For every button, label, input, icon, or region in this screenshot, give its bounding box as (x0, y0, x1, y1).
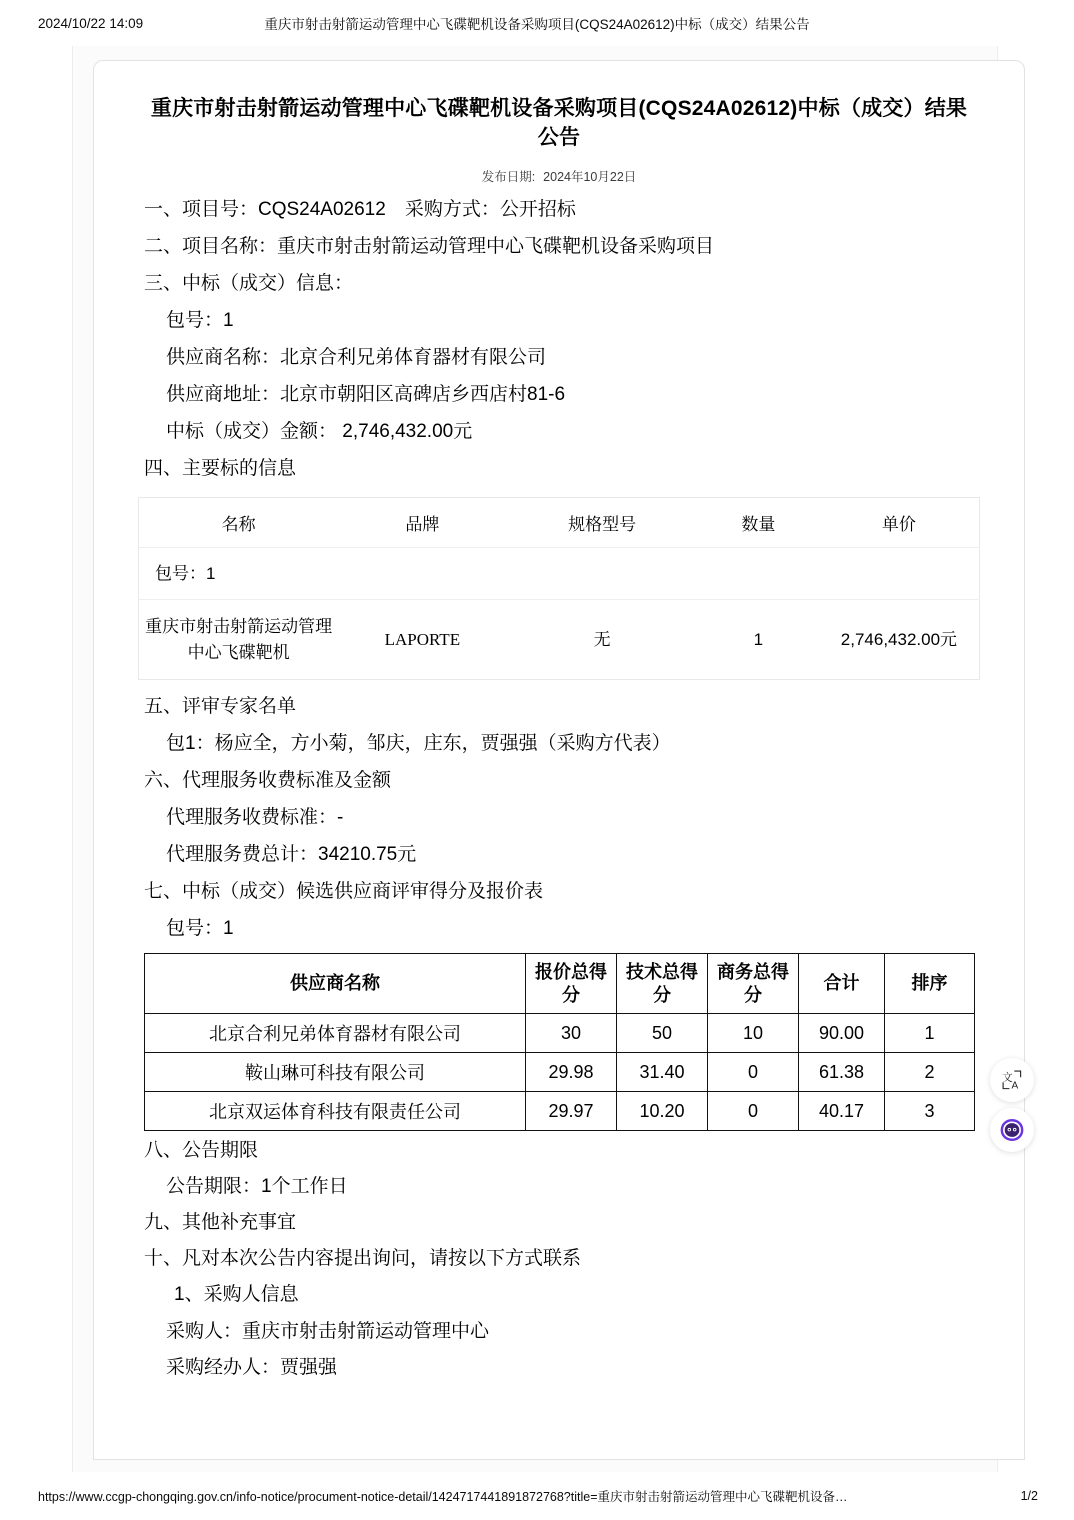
publish-date-label: 发布日期: (481, 169, 536, 184)
subject-table-package-row (139, 548, 980, 600)
floating-widget-stack (990, 1058, 1034, 1152)
score-cell-tech: 31.40 (617, 1053, 708, 1092)
subject-table-header-row (139, 498, 980, 548)
subject-header-quantity: 数量 (698, 498, 819, 548)
score-cell-supplier: 北京双运体育科技有限责任公司 (145, 1092, 526, 1131)
score-header-supplier: 供应商名称 (145, 954, 526, 1014)
purchaser-agent: 采购经办人：贾强强 (166, 1356, 338, 1378)
svg-text:A: A (1011, 1080, 1019, 1091)
section-notice-period: 八、公告期限 (144, 1140, 259, 1162)
publish-date-value: 2024年10月22日 (543, 169, 637, 184)
score-header-tech: 技术总得分 (617, 954, 708, 1014)
score-cell-rank: 2 (885, 1053, 975, 1092)
award-package-number: 包号：1 (166, 310, 234, 332)
footer-page-number: 1/2 (1020, 1489, 1038, 1503)
purchaser-name: 采购人：重庆市射击射箭运动管理中心 (166, 1320, 490, 1342)
award-supplier-address: 供应商地址：北京市朝阳区高碑店乡西店村81-6 (166, 384, 566, 406)
subject-cell-brand: LAPORTE (384, 630, 461, 650)
contact-subsection-purchaser: 1、采购人信息 (174, 1284, 299, 1306)
agency-fee-standard: 代理服务收费标准：- (166, 806, 344, 828)
score-cell-tech: 50 (617, 1014, 708, 1053)
announcement-document (93, 60, 1025, 1460)
score-package-number: 包号：1 (166, 918, 234, 940)
section-award-info: 三、中标（成交）信息： (144, 273, 354, 295)
svg-text:文: 文 (1002, 1072, 1013, 1085)
subject-cell-quantity: 1 (753, 630, 764, 650)
section-project-number: 一、项目号：CQS24A02612 采购方式：公开招标 (144, 198, 576, 220)
candidate-score-table (144, 953, 975, 1131)
score-table-header-row (145, 954, 975, 1014)
subject-header-price: 单价 (819, 498, 980, 548)
score-cell-total: 61.38 (799, 1053, 885, 1092)
subject-table-package-label: 包号：1 (139, 548, 980, 600)
subject-cell-name: 重庆市射击射箭运动管理中心飞碟靶机 (145, 617, 333, 662)
subject-header-brand: 品牌 (338, 498, 506, 548)
score-cell-business: 10 (708, 1014, 799, 1053)
table-row (145, 1014, 975, 1053)
notice-period-value: 公告期限：1个工作日 (166, 1176, 348, 1198)
score-header-price: 报价总得分 (526, 954, 617, 1014)
print-timestamp: 2024/10/22 14:09 (38, 15, 144, 31)
score-cell-tech: 10.20 (617, 1092, 708, 1131)
score-cell-price: 29.97 (526, 1092, 617, 1131)
page-title: 重庆市射击射箭运动管理中心飞碟靶机设备采购项目(CQS24A02612)中标（成交）结果公告 (150, 97, 968, 149)
section-candidate-scores: 七、中标（成交）候选供应商评审得分及报价表 (144, 881, 544, 903)
score-cell-business: 0 (708, 1053, 799, 1092)
agency-fee-total: 代理服务费总计：34210.75元 (166, 843, 417, 865)
subject-header-model: 规格型号 (506, 498, 698, 548)
section-agency-fee: 六、代理服务收费标准及金额 (144, 769, 392, 791)
section-other-matters: 九、其他补充事宜 (144, 1212, 297, 1234)
score-cell-business: 0 (708, 1092, 799, 1131)
footer-url: https://www.ccgp-chongqing.gov.cn/info-notice/procument-notice-detail/1424717441891872768?title=重庆市射击射箭运动管理中心飞碟靶机设备… (38, 1490, 848, 1504)
section-project-name: 二、项目名称：重庆市射击射箭运动管理中心飞碟靶机设备采购项目 (144, 235, 715, 257)
subject-info-table (138, 497, 980, 679)
expert-names: 包1：杨应全，方小菊，邹庆，庄东，贾强强（采购方代表） (166, 732, 671, 754)
table-row (145, 1053, 975, 1092)
award-supplier-name: 供应商名称：北京合利兄弟体育器材有限公司 (166, 347, 547, 369)
print-preview-header (0, 0, 1074, 46)
subject-cell-model: 无 (593, 630, 611, 650)
score-cell-price: 30 (526, 1014, 617, 1053)
translate-button[interactable] (990, 1058, 1034, 1102)
score-cell-total: 90.00 (799, 1014, 885, 1053)
section-expert-list: 五、评审专家名单 (144, 695, 297, 717)
subject-cell-price: 2,746,432.00元 (840, 630, 958, 650)
ai-assistant-button[interactable] (990, 1108, 1034, 1152)
score-cell-rank: 3 (885, 1092, 975, 1131)
score-cell-supplier: 北京合利兄弟体育器材有限公司 (145, 1014, 526, 1053)
score-header-business: 商务总得分 (708, 954, 799, 1014)
section-subject-info: 四、主要标的信息 (144, 458, 297, 480)
score-header-total: 合计 (799, 954, 885, 1014)
translate-icon (1001, 1069, 1023, 1091)
publish-date-line (138, 167, 980, 185)
score-cell-price: 29.98 (526, 1053, 617, 1092)
award-amount: 中标（成交）金额： 2,746,432.00元 (166, 421, 473, 443)
table-row (145, 1092, 975, 1131)
subject-header-name: 名称 (139, 498, 339, 548)
section-contact: 十、凡对本次公告内容提出询问，请按以下方式联系 (144, 1248, 582, 1270)
score-header-rank: 排序 (885, 954, 975, 1014)
score-cell-rank: 1 (885, 1014, 975, 1053)
print-header-title: 重庆市射击射箭运动管理中心飞碟靶机设备采购项目(CQS24A02612)中标（成交）结果公告 (264, 17, 810, 32)
print-preview-footer (0, 1472, 1074, 1520)
score-cell-total: 40.17 (799, 1092, 885, 1131)
table-row (139, 600, 980, 679)
score-cell-supplier: 鞍山琳可科技有限公司 (145, 1053, 526, 1092)
assistant-bot-icon (999, 1117, 1025, 1143)
